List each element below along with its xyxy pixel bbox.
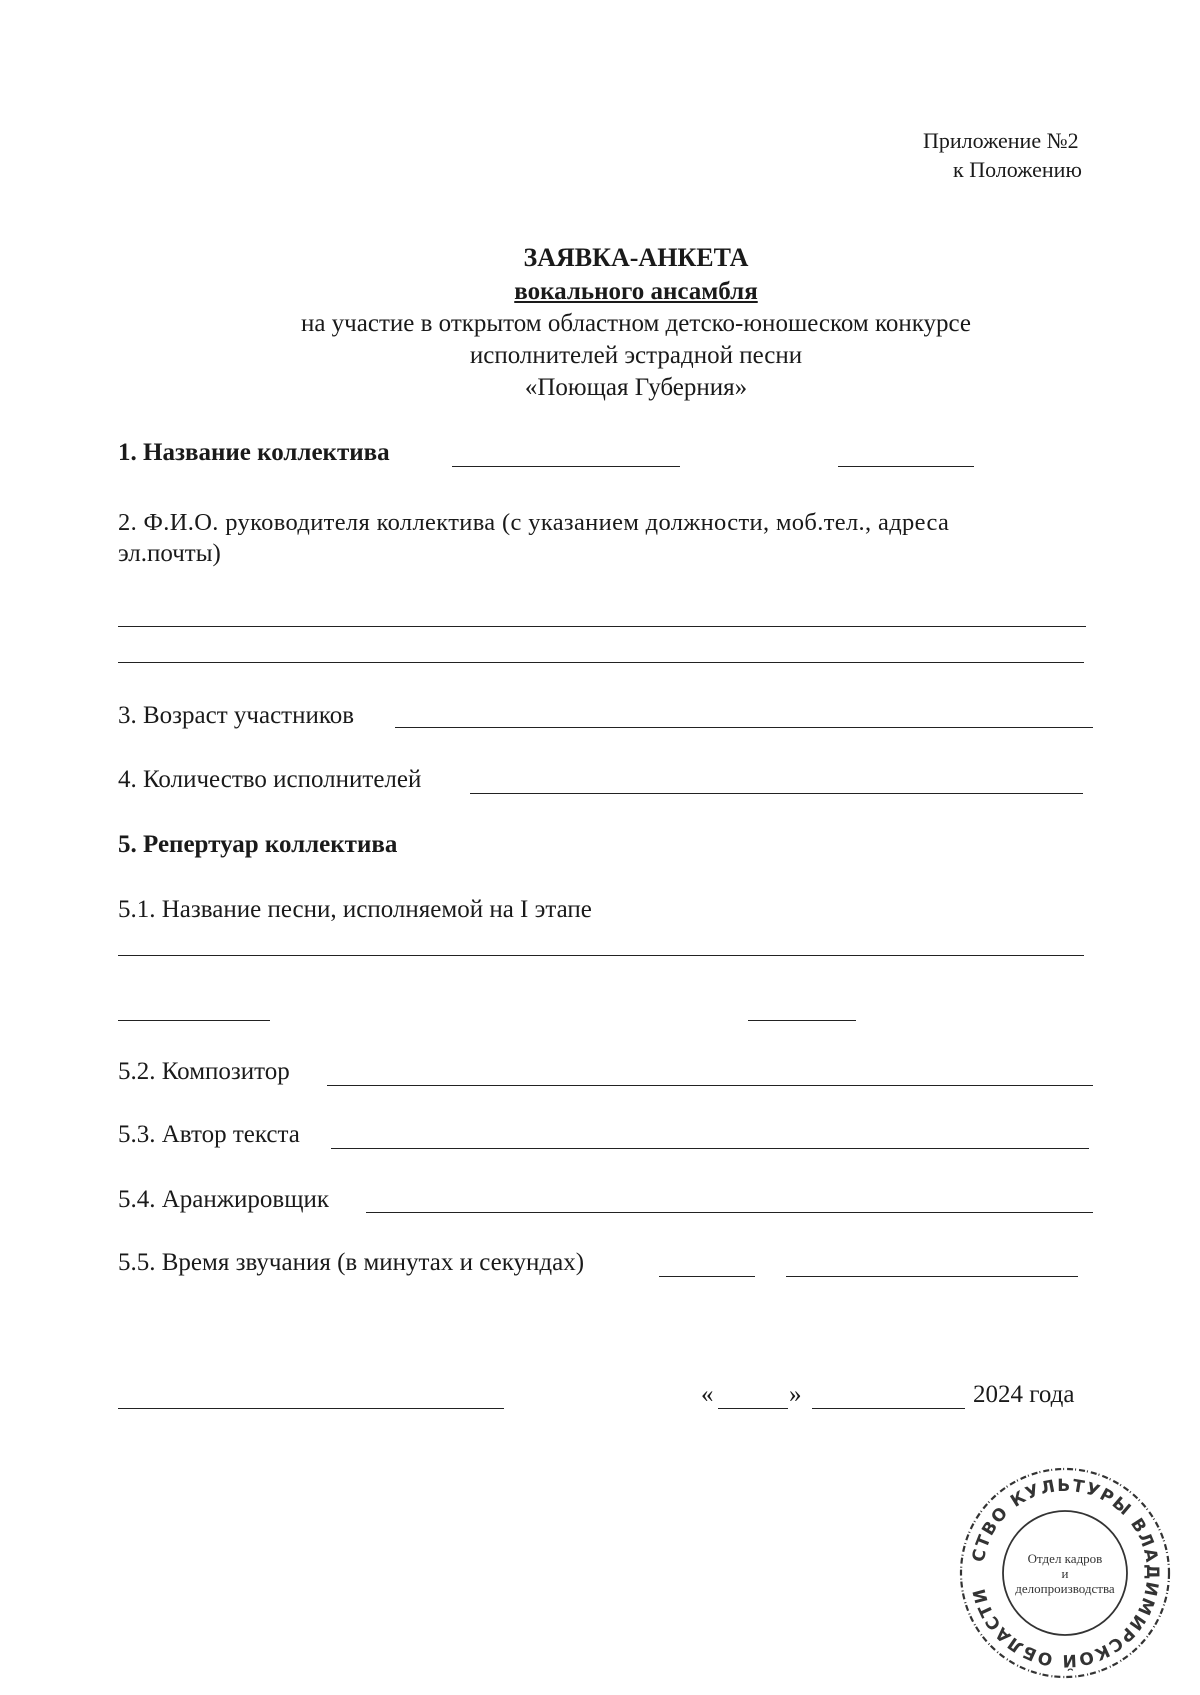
appendix-reference: к Положению [953,157,1082,182]
stamp-center-line2: и [1061,1566,1069,1581]
field-performers-line[interactable] [470,793,1083,794]
date-quote-open: « [701,1381,714,1408]
date-day-line[interactable] [718,1408,788,1409]
field-lyricist-label: 5.3. Автор текста [118,1121,300,1148]
field-age-line[interactable] [395,727,1093,728]
field-song-title-label: 5.1. Название песни, исполняемой на I этапе [118,896,592,923]
field-age-label: 3. Возраст участников [118,702,355,729]
field-duration-line-b[interactable] [786,1276,1078,1277]
form-purpose-line1: на участие в открытом областном детско-юношеском конкурсе [300,310,972,337]
form-subtitle: вокального ансамбля [514,278,758,305]
field-performers-label: 4. Количество исполнителей [118,766,422,793]
section-repertoire-heading: 5. Репертуар коллектива [118,831,398,858]
field-arranger-label: 5.4. Аранжировщик [118,1186,330,1213]
field-duration-line-a[interactable] [659,1276,755,1277]
field-composer-line[interactable] [327,1085,1093,1086]
official-stamp [955,1463,1175,1683]
field-leader-label-line1: 2. Ф.И.О. руководителя коллектива (с указанием должности, моб.тел., адреса [118,509,950,536]
field-leader-label-line2: эл.почты) [118,540,221,567]
field-song-title-line-2a[interactable] [118,1020,270,1021]
field-leader-line-1[interactable] [118,626,1086,627]
date-month-line[interactable] [812,1408,965,1409]
date-year: 2024 года [973,1381,1075,1408]
field-collective-name-line-b[interactable] [838,466,974,467]
appendix-number: Приложение №2 [923,128,1079,153]
field-arranger-line[interactable] [366,1212,1093,1213]
field-lyricist-line[interactable] [331,1148,1089,1149]
form-purpose-line2: исполнителей эстрадной песни [469,342,803,369]
stamp-center-line3: делопроизводства [1015,1581,1115,1596]
field-song-title-line-2b[interactable] [748,1020,856,1021]
field-collective-name-line-a[interactable] [452,466,680,467]
field-composer-label: 5.2. Композитор [118,1058,290,1085]
field-song-title-line-1[interactable] [118,955,1084,956]
stamp-center-line1: Отдел кадров [1027,1551,1103,1566]
date-quote-close: » [789,1381,802,1408]
field-duration-label: 5.5. Время звучания (в минутах и секундах) [118,1249,585,1276]
field-collective-name-label: 1. Название коллектива [118,439,390,466]
stamp-ring-text: СТВО КУЛЬТУРЫ ВЛАДИМИРСКОЙ ОБЛАСТИ [968,1475,1163,1671]
signature-line[interactable] [118,1408,504,1409]
contest-name: «Поющая Губерния» [524,374,748,401]
form-title: ЗАЯВКА-АНКЕТА [523,243,749,272]
field-leader-line-2[interactable] [118,662,1084,663]
